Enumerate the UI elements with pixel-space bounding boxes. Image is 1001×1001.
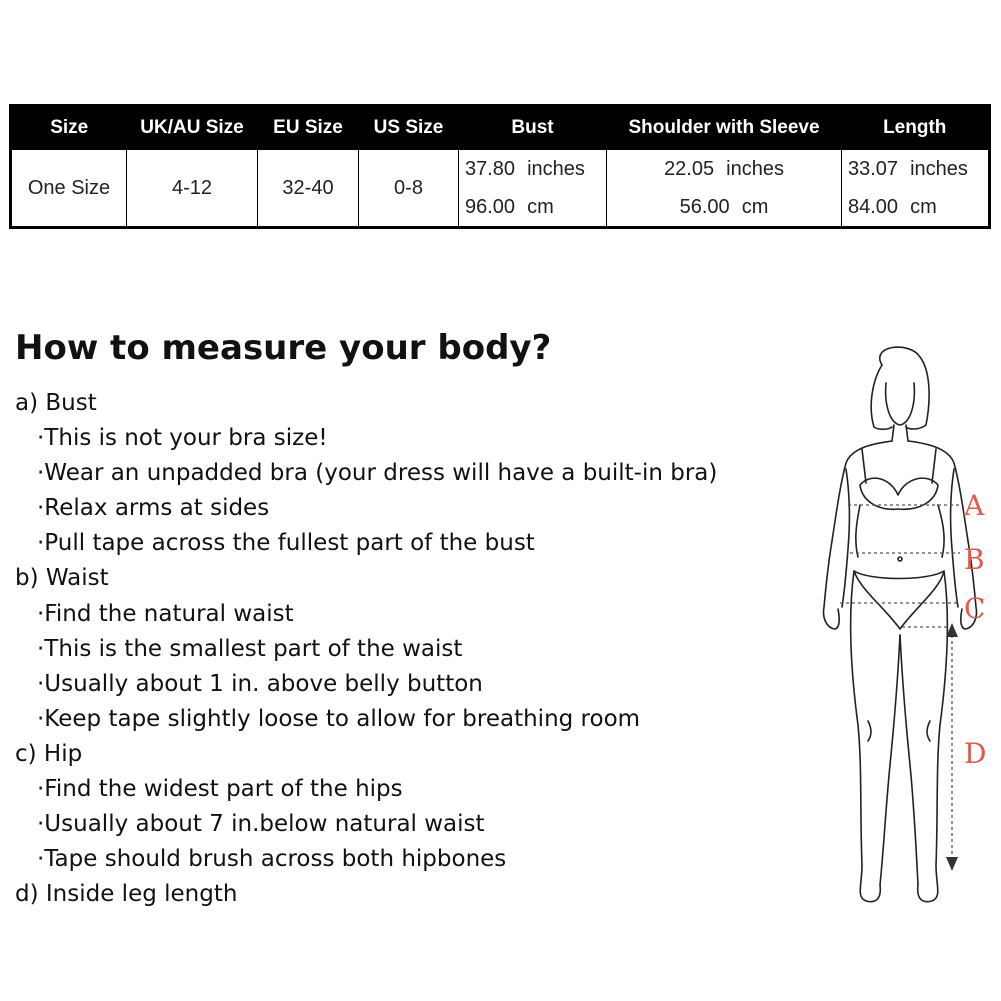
length-inches-value: 33.07	[848, 157, 899, 180]
guide-item: ·Wear an unpadded bra (your dress will have a built-in bra)	[37, 460, 718, 487]
guide-item: ·Keep tape slightly loose to allow for breathing room	[37, 705, 641, 732]
length-cm-value: 84.00	[848, 195, 899, 218]
header-us-size: US Size	[359, 106, 459, 150]
section-heading-inside-leg: d) Inside leg length	[15, 881, 238, 908]
guide-item: ·Relax arms at sides	[37, 495, 270, 522]
cell-shoulder-cm	[607, 188, 842, 228]
cell-shoulder-inches	[607, 150, 842, 189]
measurement-lines	[840, 505, 960, 865]
header-size: Size	[11, 106, 127, 150]
guide-item: ·This is the smallest part of the waist	[37, 635, 463, 662]
header-bust: Bust	[459, 106, 607, 150]
cell-us: 0-8	[359, 150, 459, 228]
cell-size: One Size	[11, 150, 127, 228]
guide-item: ·This is not your bra size!	[37, 425, 328, 452]
guide-item: ·Find the widest part of the hips	[37, 776, 403, 803]
guide-item: ·Tape should brush across both hipbones	[37, 846, 507, 873]
bust-inches-value: 37.80	[465, 157, 516, 180]
cell-uk-au: 4-12	[127, 150, 258, 228]
header-eu-size: EU Size	[258, 106, 359, 150]
measure-guide	[15, 386, 717, 912]
unit-cm: cm	[527, 195, 554, 218]
cell-bust-cm	[459, 188, 607, 228]
bust-cm-value: 96.00	[465, 195, 516, 218]
header-uk-au-size: UK/AU Size	[127, 106, 258, 150]
header-length: Length	[842, 106, 990, 150]
section-heading-hip: c) Hip	[15, 740, 83, 767]
table-header-row	[11, 106, 990, 150]
unit-cm: cm	[741, 195, 769, 218]
section-heading-waist: b) Waist	[15, 565, 109, 592]
cell-bust-inches	[459, 150, 607, 189]
unit-inches: inches	[910, 157, 968, 180]
guide-item: ·Find the natural waist	[37, 600, 294, 627]
cell-length-cm	[842, 188, 990, 228]
guide-title: How to measure your body?	[15, 328, 552, 368]
guide-item: ·Usually about 1 in. above belly button	[37, 670, 483, 697]
size-chart-table	[9, 104, 991, 229]
unit-inches: inches	[527, 157, 585, 180]
table-row	[11, 150, 990, 189]
label-b: B	[964, 543, 985, 576]
cell-eu: 32-40	[258, 150, 359, 228]
header-shoulder-with-sleeve: Shoulder with Sleeve	[607, 106, 842, 150]
body-outline-icon	[823, 347, 976, 902]
section-heading-bust: a) Bust	[15, 390, 97, 416]
label-d: D	[964, 737, 987, 770]
guide-item: ·Usually about 7 in.below natural waist	[37, 811, 485, 838]
guide-item: ·Pull tape across the fullest part of the bust	[37, 530, 535, 557]
shoulder-inches-value: 22.05	[664, 157, 715, 180]
cell-length-inches	[842, 150, 990, 189]
unit-cm: cm	[910, 195, 937, 218]
body-measurement-figure	[810, 345, 1000, 915]
label-a: A	[964, 489, 985, 522]
shoulder-cm-value: 56.00	[679, 195, 730, 218]
label-c: C	[964, 592, 986, 625]
unit-inches: inches	[726, 157, 784, 180]
